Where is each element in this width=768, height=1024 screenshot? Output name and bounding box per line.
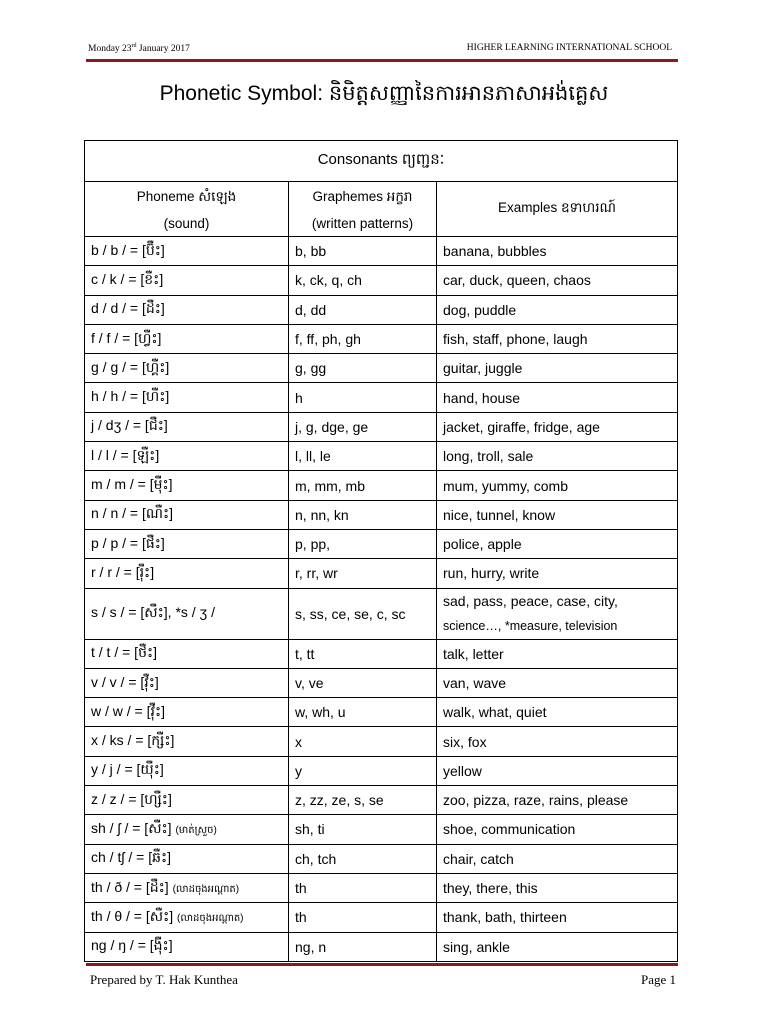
table-row	[85, 354, 678, 383]
phoneme-cell: ng / ŋ / = [ង៉ឺះ]	[85, 932, 289, 961]
table-caption-row	[85, 141, 678, 182]
examples-cell: shoe, communication	[437, 815, 678, 844]
phoneme-cell: w / w / = [វ៉ឺះ]	[85, 698, 289, 727]
table-row	[85, 815, 678, 844]
graphemes-cell: f, ff, ph, gh	[289, 324, 437, 353]
examples-cell: walk, what, quiet	[437, 698, 678, 727]
examples-cell: banana, bubbles	[437, 237, 678, 266]
examples-cell: van, wave	[437, 668, 678, 697]
table-row	[85, 903, 678, 932]
graphemes-cell: v, ve	[289, 668, 437, 697]
table-row	[85, 295, 678, 324]
phoneme-cell: s / s / = [សឺះ], *s / ʒ /	[85, 588, 289, 639]
footer-rule	[86, 963, 678, 966]
graphemes-cell: x	[289, 727, 437, 756]
table-row	[85, 639, 678, 668]
table-row	[85, 588, 678, 639]
phoneme-cell: j / dʒ / = [ជឺះ]	[85, 412, 289, 441]
examples-cell: zoo, pizza, raze, rains, please	[437, 786, 678, 815]
graphemes-cell: sh, ti	[289, 815, 437, 844]
table-row	[85, 932, 678, 961]
graphemes-cell: b, bb	[289, 237, 437, 266]
examples-cell: guitar, juggle	[437, 354, 678, 383]
phoneme-cell: t / t / = [ថឺះ]	[85, 639, 289, 668]
phoneme-cell: h / h / = [ហឺះ]	[85, 383, 289, 412]
column-header-graphemes: Graphemes អក្ខរា (written patterns)	[289, 182, 437, 237]
table-row	[85, 500, 678, 529]
examples-cell: dog, puddle	[437, 295, 678, 324]
examples-cell: talk, letter	[437, 639, 678, 668]
page-title: Phonetic Symbol: និមិត្តសញ្ញានៃការអានភាសាអង់គ្លេស	[159, 82, 609, 105]
header-date: Monday 23rd January 2017	[88, 43, 190, 55]
graphemes-cell: k, ck, q, ch	[289, 266, 437, 295]
table-row	[85, 266, 678, 295]
examples-cell: police, apple	[437, 529, 678, 558]
table-row	[85, 698, 678, 727]
graphemes-cell: y	[289, 756, 437, 785]
examples-cell: nice, tunnel, know	[437, 500, 678, 529]
phoneme-cell: r / r / = [រ៉ឺះ]	[85, 559, 289, 588]
table-header-row	[85, 182, 678, 237]
page-header	[88, 43, 672, 59]
phoneme-cell: f / f / = [ហ្វឺះ]	[85, 324, 289, 353]
phoneme-cell: d / d / = [ដឺះ]	[85, 295, 289, 324]
examples-cell: thank, bath, thirteen	[437, 903, 678, 932]
examples-cell: run, hurry, write	[437, 559, 678, 588]
graphemes-cell: j, g, dge, ge	[289, 412, 437, 441]
graphemes-cell: g, gg	[289, 354, 437, 383]
phoneme-cell: g / g / = [ហ្គឺះ]	[85, 354, 289, 383]
graphemes-cell: r, rr, wr	[289, 559, 437, 588]
table-row	[85, 412, 678, 441]
graphemes-cell: d, dd	[289, 295, 437, 324]
phoneme-note: (មាត់ស្រួច)	[175, 824, 217, 836]
graphemes-cell: n, nn, kn	[289, 500, 437, 529]
phoneme-cell: v / v / = [វ៉ឺះ]	[85, 668, 289, 697]
table-row	[85, 559, 678, 588]
examples-cell: yellow	[437, 756, 678, 785]
table-row	[85, 668, 678, 697]
graphemes-cell: p, pp,	[289, 529, 437, 558]
examples-cell: they, there, this	[437, 873, 678, 902]
phoneme-cell: c / k / = [ខឺះ]	[85, 266, 289, 295]
phoneme-cell: p / p / = [ផឺះ]	[85, 529, 289, 558]
graphemes-cell: z, zz, ze, s, se	[289, 786, 437, 815]
phoneme-cell: x / ks / = [ក្សឺះ]	[85, 727, 289, 756]
examples-cell: jacket, giraffe, fridge, age	[437, 412, 678, 441]
table-row	[85, 471, 678, 500]
examples-cell: car, duck, queen, chaos	[437, 266, 678, 295]
footer-author: Prepared by T. Hak Kunthea	[90, 972, 238, 987]
graphemes-cell: th	[289, 873, 437, 902]
examples-cell: mum, yummy, comb	[437, 471, 678, 500]
column-header-examples: Examples ឧទាហរណ៍	[437, 182, 678, 237]
graphemes-cell: l, ll, le	[289, 442, 437, 471]
phoneme-cell: m / m / = [ម៉ឺះ]	[85, 471, 289, 500]
table-row	[85, 237, 678, 266]
table-caption: Consonants ព្យញ្ជនៈ	[85, 141, 678, 182]
phoneme-cell: ch / tʃ / = [ឆឺះ]	[85, 844, 289, 873]
graphemes-cell: w, wh, u	[289, 698, 437, 727]
phoneme-cell: sh / ʃ / = [សឺះ] (មាត់ស្រួច)	[85, 815, 289, 844]
table-row	[85, 383, 678, 412]
page-footer	[90, 972, 676, 990]
graphemes-cell: ch, tch	[289, 844, 437, 873]
graphemes-cell: m, mm, mb	[289, 471, 437, 500]
graphemes-cell: th	[289, 903, 437, 932]
graphemes-cell: t, tt	[289, 639, 437, 668]
table-row	[85, 442, 678, 471]
phoneme-cell: n / n / = [ណឺះ]	[85, 500, 289, 529]
examples-cell: sing, ankle	[437, 932, 678, 961]
table-row	[85, 873, 678, 902]
examples-cell: chair, catch	[437, 844, 678, 873]
footer-page-number: Page 1	[640, 972, 676, 987]
graphemes-cell: s, ss, ce, se, c, sc	[289, 588, 437, 639]
phoneme-cell: b / b / = [ប៊ឺះ]	[85, 237, 289, 266]
graphemes-cell: ng, n	[289, 932, 437, 961]
table-row	[85, 324, 678, 353]
examples-cell: sad, pass, peace, case, city, science…, *measure, television	[437, 588, 678, 639]
header-rule	[86, 59, 678, 62]
graphemes-cell: h	[289, 383, 437, 412]
phoneme-cell: y / j / = [យ៉ឺះ]	[85, 756, 289, 785]
examples-cell: hand, house	[437, 383, 678, 412]
phoneme-cell: z / z / = [ហ្សឺះ]	[85, 786, 289, 815]
phoneme-cell: th / θ / = [សឺះ] (លាដចុងអណ្តាត)	[85, 903, 289, 932]
phoneme-cell: th / ð / = [ដឺះ] (លាដចុងអណ្តាត)	[85, 873, 289, 902]
phoneme-note: (លាដចុងអណ្តាត)	[177, 912, 244, 924]
table-row	[85, 529, 678, 558]
examples-cell: fish, staff, phone, laugh	[437, 324, 678, 353]
table-row	[85, 727, 678, 756]
consonants-table	[84, 140, 678, 962]
header-school: HIGHER LEARNING INTERNATIONAL SCHOOL	[466, 43, 672, 53]
table-row	[85, 756, 678, 785]
column-header-phoneme: Phoneme សំឡេង (sound)	[85, 182, 289, 237]
phoneme-note: (លាដចុងអណ្តាត)	[172, 883, 240, 895]
examples-cell: six, fox	[437, 727, 678, 756]
table-row	[85, 786, 678, 815]
phoneme-cell: l / l / = [ឡឺះ]	[85, 442, 289, 471]
table-row	[85, 844, 678, 873]
examples-cell: long, troll, sale	[437, 442, 678, 471]
